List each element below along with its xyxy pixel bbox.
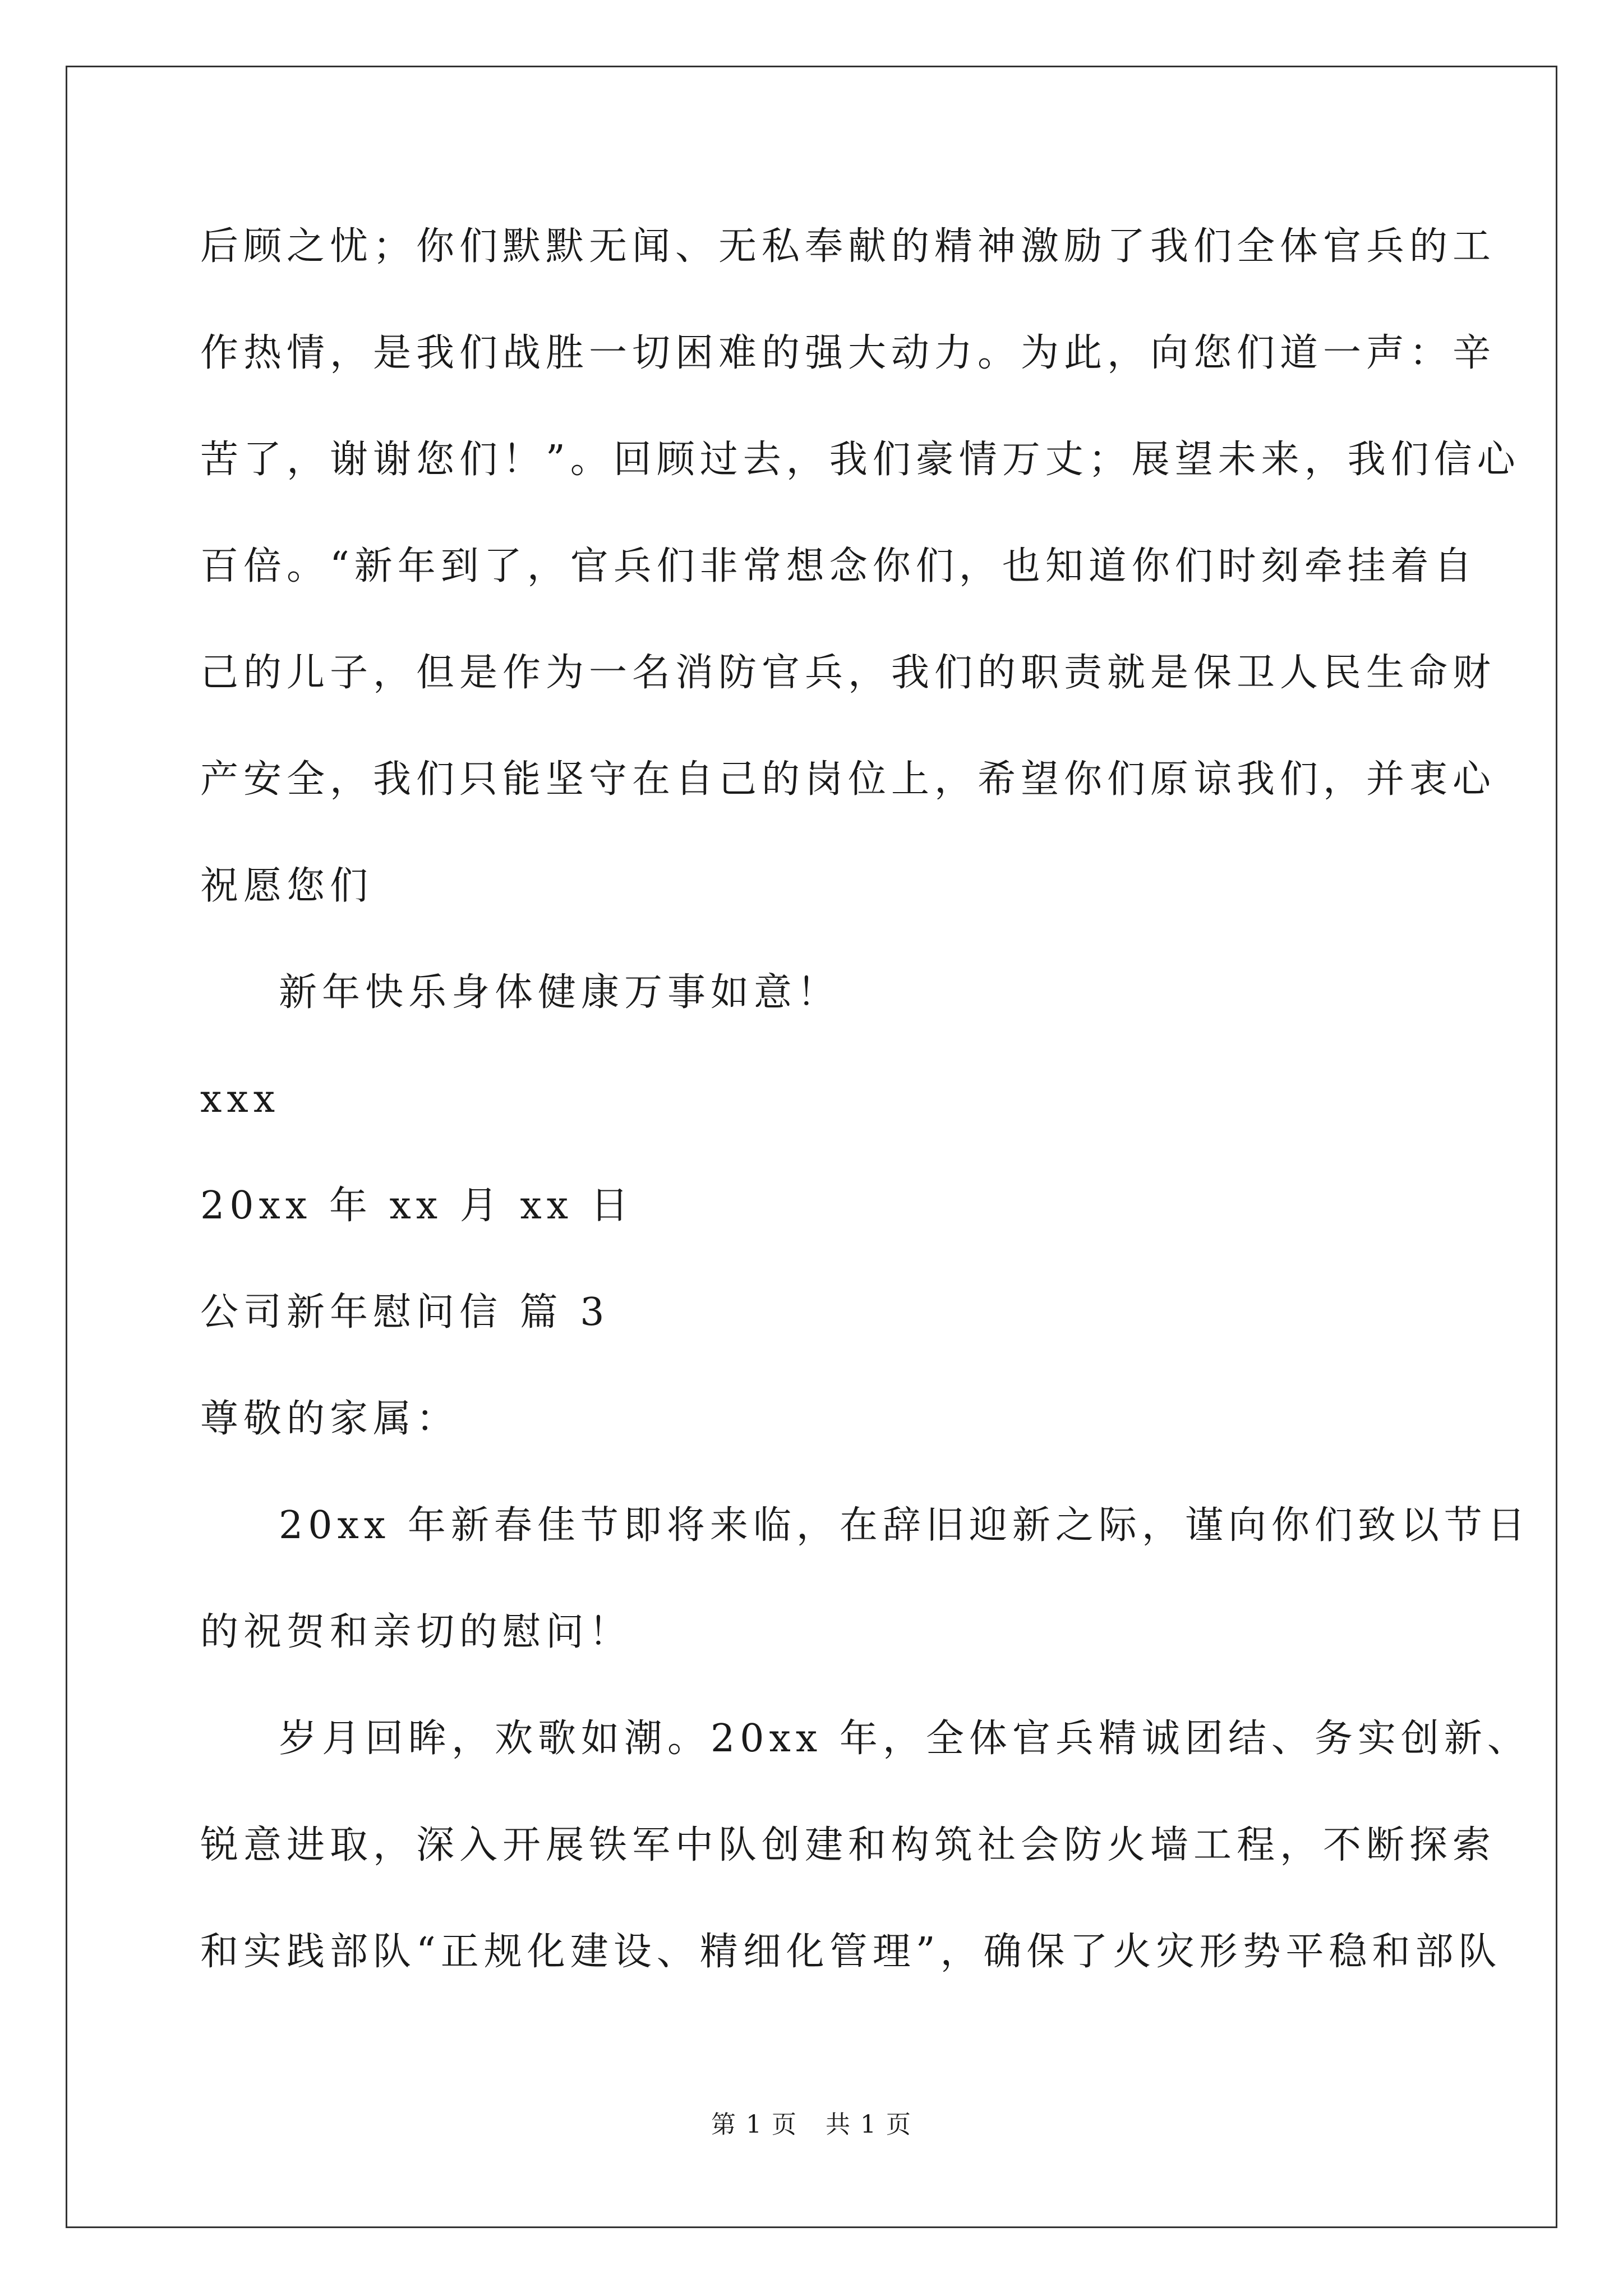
page-border (66, 66, 1557, 2228)
page-total: 共 1 页 (826, 2110, 912, 2139)
paragraph-line: 20xx 年新春佳节即将来临，在辞旧迎新之际，谨向你们致以节日 (279, 1503, 1530, 1548)
paragraph-line: 岁月回眸，欢歌如潮。20xx 年，全体官兵精诚团结、务实创新、 (279, 1717, 1530, 1761)
section-title: 公司新年慰问信 篇 3 (200, 1290, 610, 1335)
paragraph-line: 苦了，谢谢您们！”。回顾过去，我们豪情万丈；展望未来，我们信心 (200, 438, 1520, 482)
signature-date: 20xx 年 xx 月 xx 日 (200, 1184, 634, 1228)
paragraph-line: 百倍。“新年到了，官兵们非常想念你们，也知道你们时刻牵挂着自 (200, 544, 1477, 588)
page-footer (0, 2109, 1623, 2141)
paragraph-line: 的祝贺和亲切的慰问！ (200, 1610, 633, 1654)
paragraph-line: 和实践部队“正规化建设、精细化管理”，确保了火灾形势平稳和部队 (200, 1930, 1502, 1974)
paragraph-line: 产安全，我们只能坚守在自己的岗位上，希望你们原谅我们，并衷心 (200, 757, 1496, 802)
paragraph-line: 后顾之忧；你们默默无闻、无私奉献的精神激励了我们全体官兵的工 (200, 224, 1496, 269)
paragraph-line: 锐意进取，深入开展铁军中队创建和构筑社会防火墙工程，不断探索 (200, 1823, 1496, 1867)
paragraph-line: 作热情，是我们战胜一切困难的强大动力。为此，向您们道一声：辛 (200, 331, 1496, 375)
greeting-line: 新年快乐身体健康万事如意！ (279, 970, 841, 1015)
salutation: 尊敬的家属： (200, 1397, 460, 1441)
paragraph-line: 己的儿子，但是作为一名消防官兵，我们的职责就是保卫人民生命财 (200, 651, 1496, 695)
page-number: 第 1 页 (711, 2110, 797, 2139)
paragraph-line: 祝愿您们 (200, 864, 374, 908)
signature-name: xxx (200, 1077, 280, 1121)
